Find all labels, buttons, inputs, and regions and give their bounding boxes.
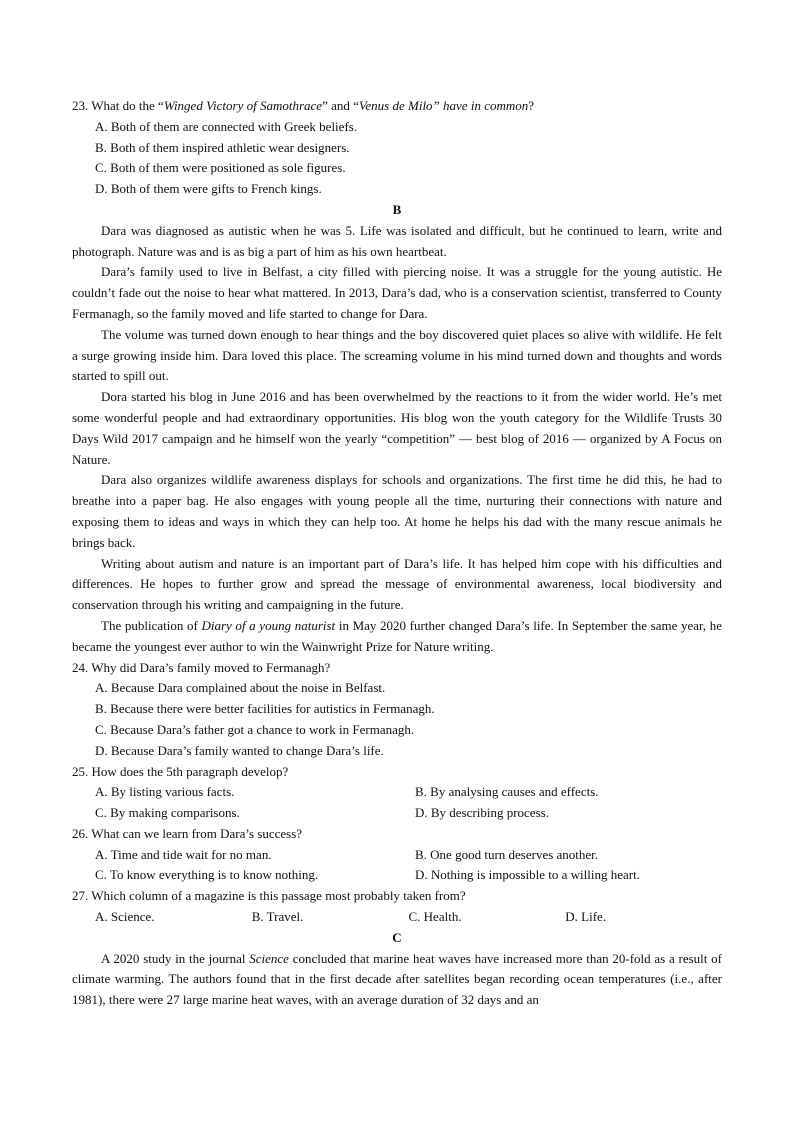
exam-page: [72, 96, 722, 1011]
q26-options-row-2: [72, 865, 722, 886]
passage-b-paragraph-7: The publication of Diary of a young naturist in May 2020 further changed Dara’s life. In September the same year, he became the youngest ever author to win the Wainwright Prize for Nature writing.: [72, 617, 722, 654]
q25-options-row-2: [72, 803, 722, 824]
q23-option-d: D. Both of them were gifts to French kings.: [95, 181, 322, 197]
q27-option-c: C. Health.: [408, 909, 462, 925]
q27-option-b: B. Travel.: [251, 909, 304, 925]
q25-option-b: B. By analysing causes and effects.: [415, 784, 599, 800]
q27-options-row: [72, 907, 722, 928]
passage-b-paragraph-2: Dara’s family used to live in Belfast, a city filled with piercing noise. It was a struggle for the young autistic. He couldn’t fade out the noise to hear what mattered. In 2013, Dara’s dad, who is a conservation scientist, transferred to County Fermanagh, so the family moved and life started to change for Dara.: [72, 264, 722, 321]
artwork-title-1: Winged Victory of Samothrace: [163, 98, 323, 113]
q25-option-d: D. By describing process.: [415, 805, 549, 821]
passage-b-paragraph-6: Writing about autism and nature is an important part of Dara’s life. It has helped him cope with his difficulties and differences. He hopes to further grow and spread the message of environmental awareness, local biodiversity and conservation through his writing and campaigning in the future.: [72, 555, 722, 613]
section-b-heading: B: [392, 201, 402, 217]
section-c-heading: C: [392, 929, 402, 945]
passage-b-paragraph-1: Dara was diagnosed as autistic when he was 5. Life was isolated and difficult, but he continued to learn, write and photograph. Nature was and is as big a part of him as his own heartbeat.: [72, 222, 722, 259]
q25-option-a: A. By listing various facts.: [95, 784, 235, 800]
question-24: 24. Why did Dara’s family moved to Fermanagh?: [72, 659, 331, 675]
q24-option-b: B. Because there were better facilities for autistics in Fermanagh.: [95, 701, 435, 717]
journal-title: Science: [249, 950, 289, 966]
q26-option-d: D. Nothing is impossible to a willing heart.: [415, 867, 640, 883]
passage-b-paragraph-4: Dora started his blog in June 2016 and has been overwhelmed by the reactions to it from the wider world. He’s met some wonderful people and had extraordinary opportunities. His blog won the youth category for the Wildlife Trusts 30 Days Wild 2017 campaign and he himself won the yearly “competition” — best blog of 2016 — organized by A Focus on Nature.: [72, 389, 722, 467]
q23-option-b: B. Both of them inspired athletic wear designers.: [95, 139, 350, 155]
passage-c-paragraph-1: A 2020 study in the journal Science concluded that marine heat waves have increased more than 20-fold as a result of climate warming. The authors found that in the first decade after satellites began recording ocean temperatures (i.e., after 1981), there were 27 large marine heat waves, with an average duration of 32 days and an: [72, 950, 722, 1008]
q27-option-a: A. Science.: [95, 909, 155, 925]
q25-option-c: C. By making comparisons.: [95, 805, 240, 821]
q24-option-d: D. Because Dara’s family wanted to change Dara’s life.: [95, 742, 384, 758]
question-23: 23. What do the “Winged Victory of Samothrace” and “Venus de Milo” have in common?: [72, 98, 535, 113]
q24-option-a: A. Because Dara complained about the noise in Belfast.: [95, 680, 386, 696]
question-26: 26. What can we learn from Dara’s success?: [72, 825, 303, 841]
book-title: Diary of a young naturist: [201, 617, 336, 633]
question-25: 25. How does the 5th paragraph develop?: [72, 763, 289, 779]
q26-option-c: C. To know everything is to know nothing.: [95, 867, 319, 883]
passage-b-paragraph-3: The volume was turned down enough to hear things and the boy discovered quiet places so alive with wildlife. He felt a surge growing inside him. Dara loved this place. The screaming volume in his mind turned down and thoughts and words started to spill out.: [72, 326, 722, 384]
q23-option-a: A. Both of them are connected with Greek beliefs.: [95, 118, 358, 134]
q23-option-c: C. Both of them were positioned as sole figures.: [95, 160, 346, 176]
artwork-title-2: Venus de Milo” have in common: [358, 98, 529, 113]
q24-option-c: C. Because Dara’s father got a chance to work in Fermanagh.: [95, 721, 415, 737]
q25-options-row-1: [72, 782, 722, 803]
q26-option-a: A. Time and tide wait for no man.: [95, 846, 272, 862]
passage-b-paragraph-5: Dara also organizes wildlife awareness displays for schools and organizations. The first time he did this, he had to breathe into a paper bag. He also engages with young people all the time, nurturing their connections with nature and exposing them to ideas and ways in which they can help too. At home he helps his dad with the many rescue animals he brings back.: [72, 472, 722, 550]
q26-option-b: B. One good turn deserves another.: [415, 846, 599, 862]
question-27: 27. Which column of a magazine is this passage most probably taken from?: [72, 888, 466, 904]
q27-option-d: D. Life.: [565, 909, 607, 925]
q26-options-row-1: [72, 845, 722, 866]
